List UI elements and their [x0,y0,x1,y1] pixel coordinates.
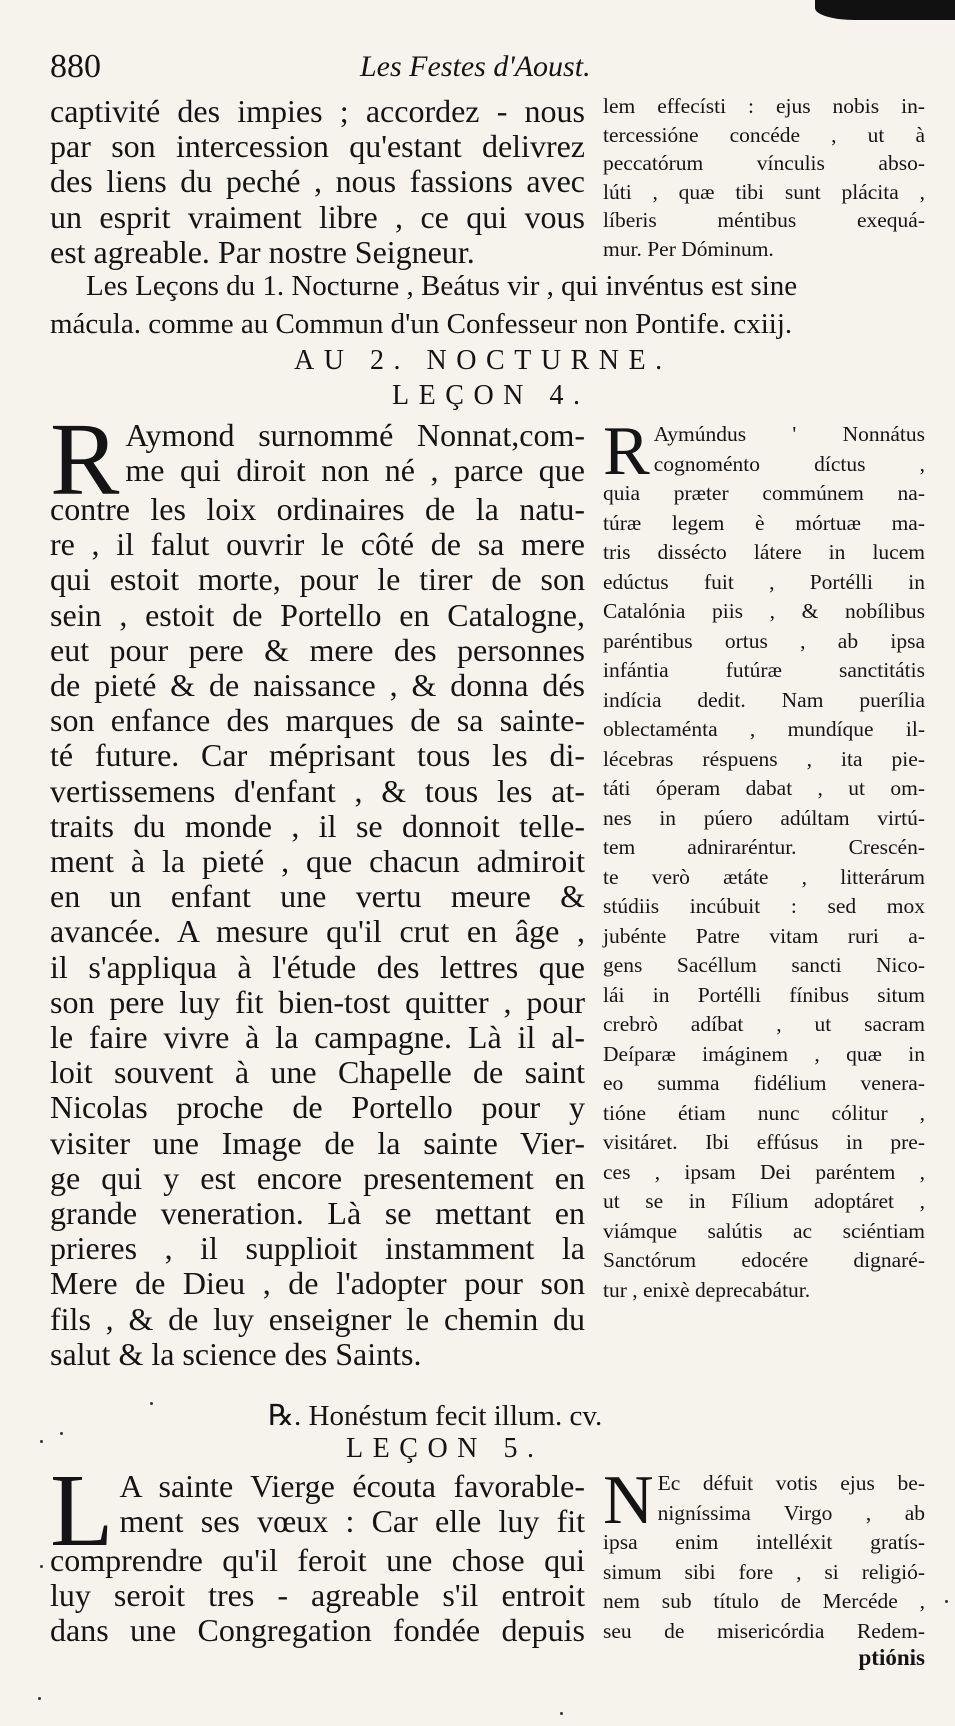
ink-speck [945,1600,948,1603]
text-line: traits du monde , il se donnoit telle- [50,807,585,844]
text-line: eo summa fidélium venera- [603,1071,925,1095]
text-line: le faire vivre à la campagne. Là il al- [50,1019,585,1056]
text-line: ces , ipsam Dei paréntem , [603,1159,925,1184]
text-line: te verò ætáte , litterárum [603,864,925,889]
text-line: tur , enixè deprecabátur. [603,1277,811,1302]
text-line: son pere luy fit bien-tost quitter , pour [50,983,585,1020]
text-line: infántia futúræ sanctitátis [603,658,925,682]
text-line: viámque salútis ac sciéntiam [603,1218,925,1243]
text-line: prieres , il supplioit instamment la [50,1230,585,1267]
text-line: tióne étiam nunc cólitur , [603,1100,925,1125]
text-line: té future. Car méprisant tous les di- [50,737,585,774]
text-line: visitáret. Ibi effúsus in pre- [603,1130,925,1154]
text-line: sein , estoit de Portello en Catalogne, [50,596,585,633]
text-line: ment à la pieté , que chacun admiroit [50,843,585,880]
text-line: de pieté & de naissance , & donna dés [50,667,585,704]
text-line: Nicolas proche de Portello pour y [50,1089,585,1126]
text-line: ge qui y est encore presentement en [50,1159,585,1196]
text-line: Mere de Dieu , de l'adopter pour son [50,1265,585,1302]
drop-capital: R [603,413,650,490]
ink-speck [560,1712,563,1715]
text-line: simum sibi fore , si religió- [603,1559,925,1584]
nocturne2-heading: AU 2. NOCTURNE. [294,345,672,376]
text-line: lúti , quæ tibi sunt plácita , [603,179,925,204]
text-line: lái in Portélli fínibus situm [603,982,925,1007]
drop-capital: L [50,1453,114,1568]
text-line: Deíparæ imáginem , quæ in [603,1041,925,1066]
ink-speck [40,1440,43,1443]
text-line: il s'appliqua à l'étude des lettres que [50,948,585,985]
text-line: grande veneration. Là se mettant en [50,1195,585,1232]
text-line: dans une Congregation fondée depuis [50,1612,585,1649]
text-line: un esprit vraiment libre , ce qui vous [50,198,585,235]
running-head [50,48,920,92]
text-line: tris dissécto látere in lucem [603,540,925,564]
collect-french [50,94,585,270]
text-line: tem adniraréntur. Crescén- [603,835,925,859]
ink-speck [60,1432,63,1435]
text-line: cognoménto díctus , [653,451,925,476]
text-line: Sanctórum edocére dignaré- [603,1248,925,1272]
text-line: Ec défuit votis ejus be- [657,1471,925,1495]
catchword: ptiónis [858,1645,925,1670]
text-line: ut se in Fílium adoptáret , [603,1189,925,1213]
text-line: táti óperam dabat , ut om- [603,776,925,800]
drop-capital: N [603,1462,654,1539]
text-line: gens Sacéllum sancti Nico- [603,953,925,977]
running-title: Les Festes d'Aoust. [360,50,591,83]
text-line: me qui diroit non né , parce que [125,452,585,489]
text-line: salut & la science des Saints. [50,1335,422,1372]
text-line: est agreable. Par nostre Seigneur. [50,233,475,270]
text-line: crebrò adíbat , ut sacram [603,1012,925,1036]
text-line: ment ses vœux : Car elle luy fit [119,1503,585,1540]
text-line: edúctus fuit , Portélli in [603,569,925,594]
ink-speck [150,1402,153,1405]
text-line: contre les loix ordinaires de la natu- [50,491,585,527]
text-line: Aymond surnommé Nonnat,com- [125,417,585,453]
text-line: paréntibus ortus , ab ipsa [603,628,925,653]
text-line: eut pour pere & mere des personnes [50,631,585,668]
text-line: Catalónia piis , & nobílibus [603,599,925,623]
text-line: visiter une Image de la sainte Vier- [50,1124,585,1161]
lesson4-french [50,402,585,1372]
page-number: 880 [50,48,101,85]
text-line: nes in púero adúltam virtú- [603,805,925,830]
page-corner-mark [815,0,955,20]
text-line: tercessióne concéde , ut à [603,122,925,147]
text-line: túræ legem è mórtuæ ma- [603,510,925,535]
text-line: loit souvent à une Chapelle de saint [50,1054,585,1091]
text-line: re , il falut ouvrir le côté de sa mere [50,526,585,563]
text-line: captivité des impies ; accordez - nous [50,93,585,129]
lesson5-latin [603,1462,925,1646]
text-line: seu de misericórdia Redem- [603,1618,925,1643]
text-line: Aymúndus ' Nonnátus [653,422,925,446]
text-line: qui estoit morte, pour le tirer de son [50,561,585,598]
text-line: quia præter commúnem na- [603,481,925,505]
text-line: vertissemens d'enfant , & tous les at- [50,772,585,809]
text-line: fils , & de luy enseigner le chemin du [50,1300,585,1337]
ink-speck [38,1697,41,1700]
text-line: comprendre qu'il feroit une chose qui [50,1542,585,1578]
text-line: par son intercession qu'estant delivrez [50,128,585,165]
text-line: ipsa enim intelléxit gratís- [603,1530,925,1554]
text-line: jubénte Patre vitam ruri a- [603,923,925,948]
text-line: lécebras réspuens , ita pie- [603,746,925,771]
lesson4-latin [603,413,925,1305]
text-line: indícia dedit. Nam puerília [603,687,925,712]
text-line: lem effecísti : ejus nobis in- [603,94,925,118]
nocturne1-rubric-line2: mácula. comme au Commun d'un Confesseur non Pontife. cxiij. [50,308,793,340]
text-line: A sainte Vierge écouta favorable- [119,1468,585,1504]
text-line: avancée. A mesure qu'il crut en âge , [50,913,585,950]
text-line: stúdiis incúbuit : sed mox [603,894,925,918]
text-line: nigníssima Virgo , ab [657,1500,925,1525]
text-line: nem sub título de Mercéde , [603,1589,925,1613]
text-line: oblectaménta , mundíque il- [603,717,925,741]
nocturne1-rubric-line1: Les Leçons du 1. Nocturne , Beátus vir , qui invéntus est sine [86,270,798,302]
drop-capital: R [50,402,120,517]
collect-latin [603,92,925,263]
ink-speck [40,1565,43,1568]
text-line: mur. Per Dóminum. [603,236,774,261]
lesson5-heading: LEÇON 5. [346,1433,544,1464]
responsory: ℞. Honéstum fecit illum. cv. [268,1400,603,1432]
text-line: en un enfant une vertu meure & [50,878,585,915]
lesson4-heading: LEÇON 4. [392,380,590,411]
text-line: des liens du peché , nous fassions avec [50,163,585,200]
text-line: líberis méntibus exequá- [603,208,925,232]
lesson5-french [50,1453,585,1649]
text-line: son enfance des marques de sa sainte- [50,702,585,739]
text-line: luy seroit tres - agreable s'il entroit [50,1577,585,1614]
text-line: peccatórum vínculis abso- [603,151,925,175]
